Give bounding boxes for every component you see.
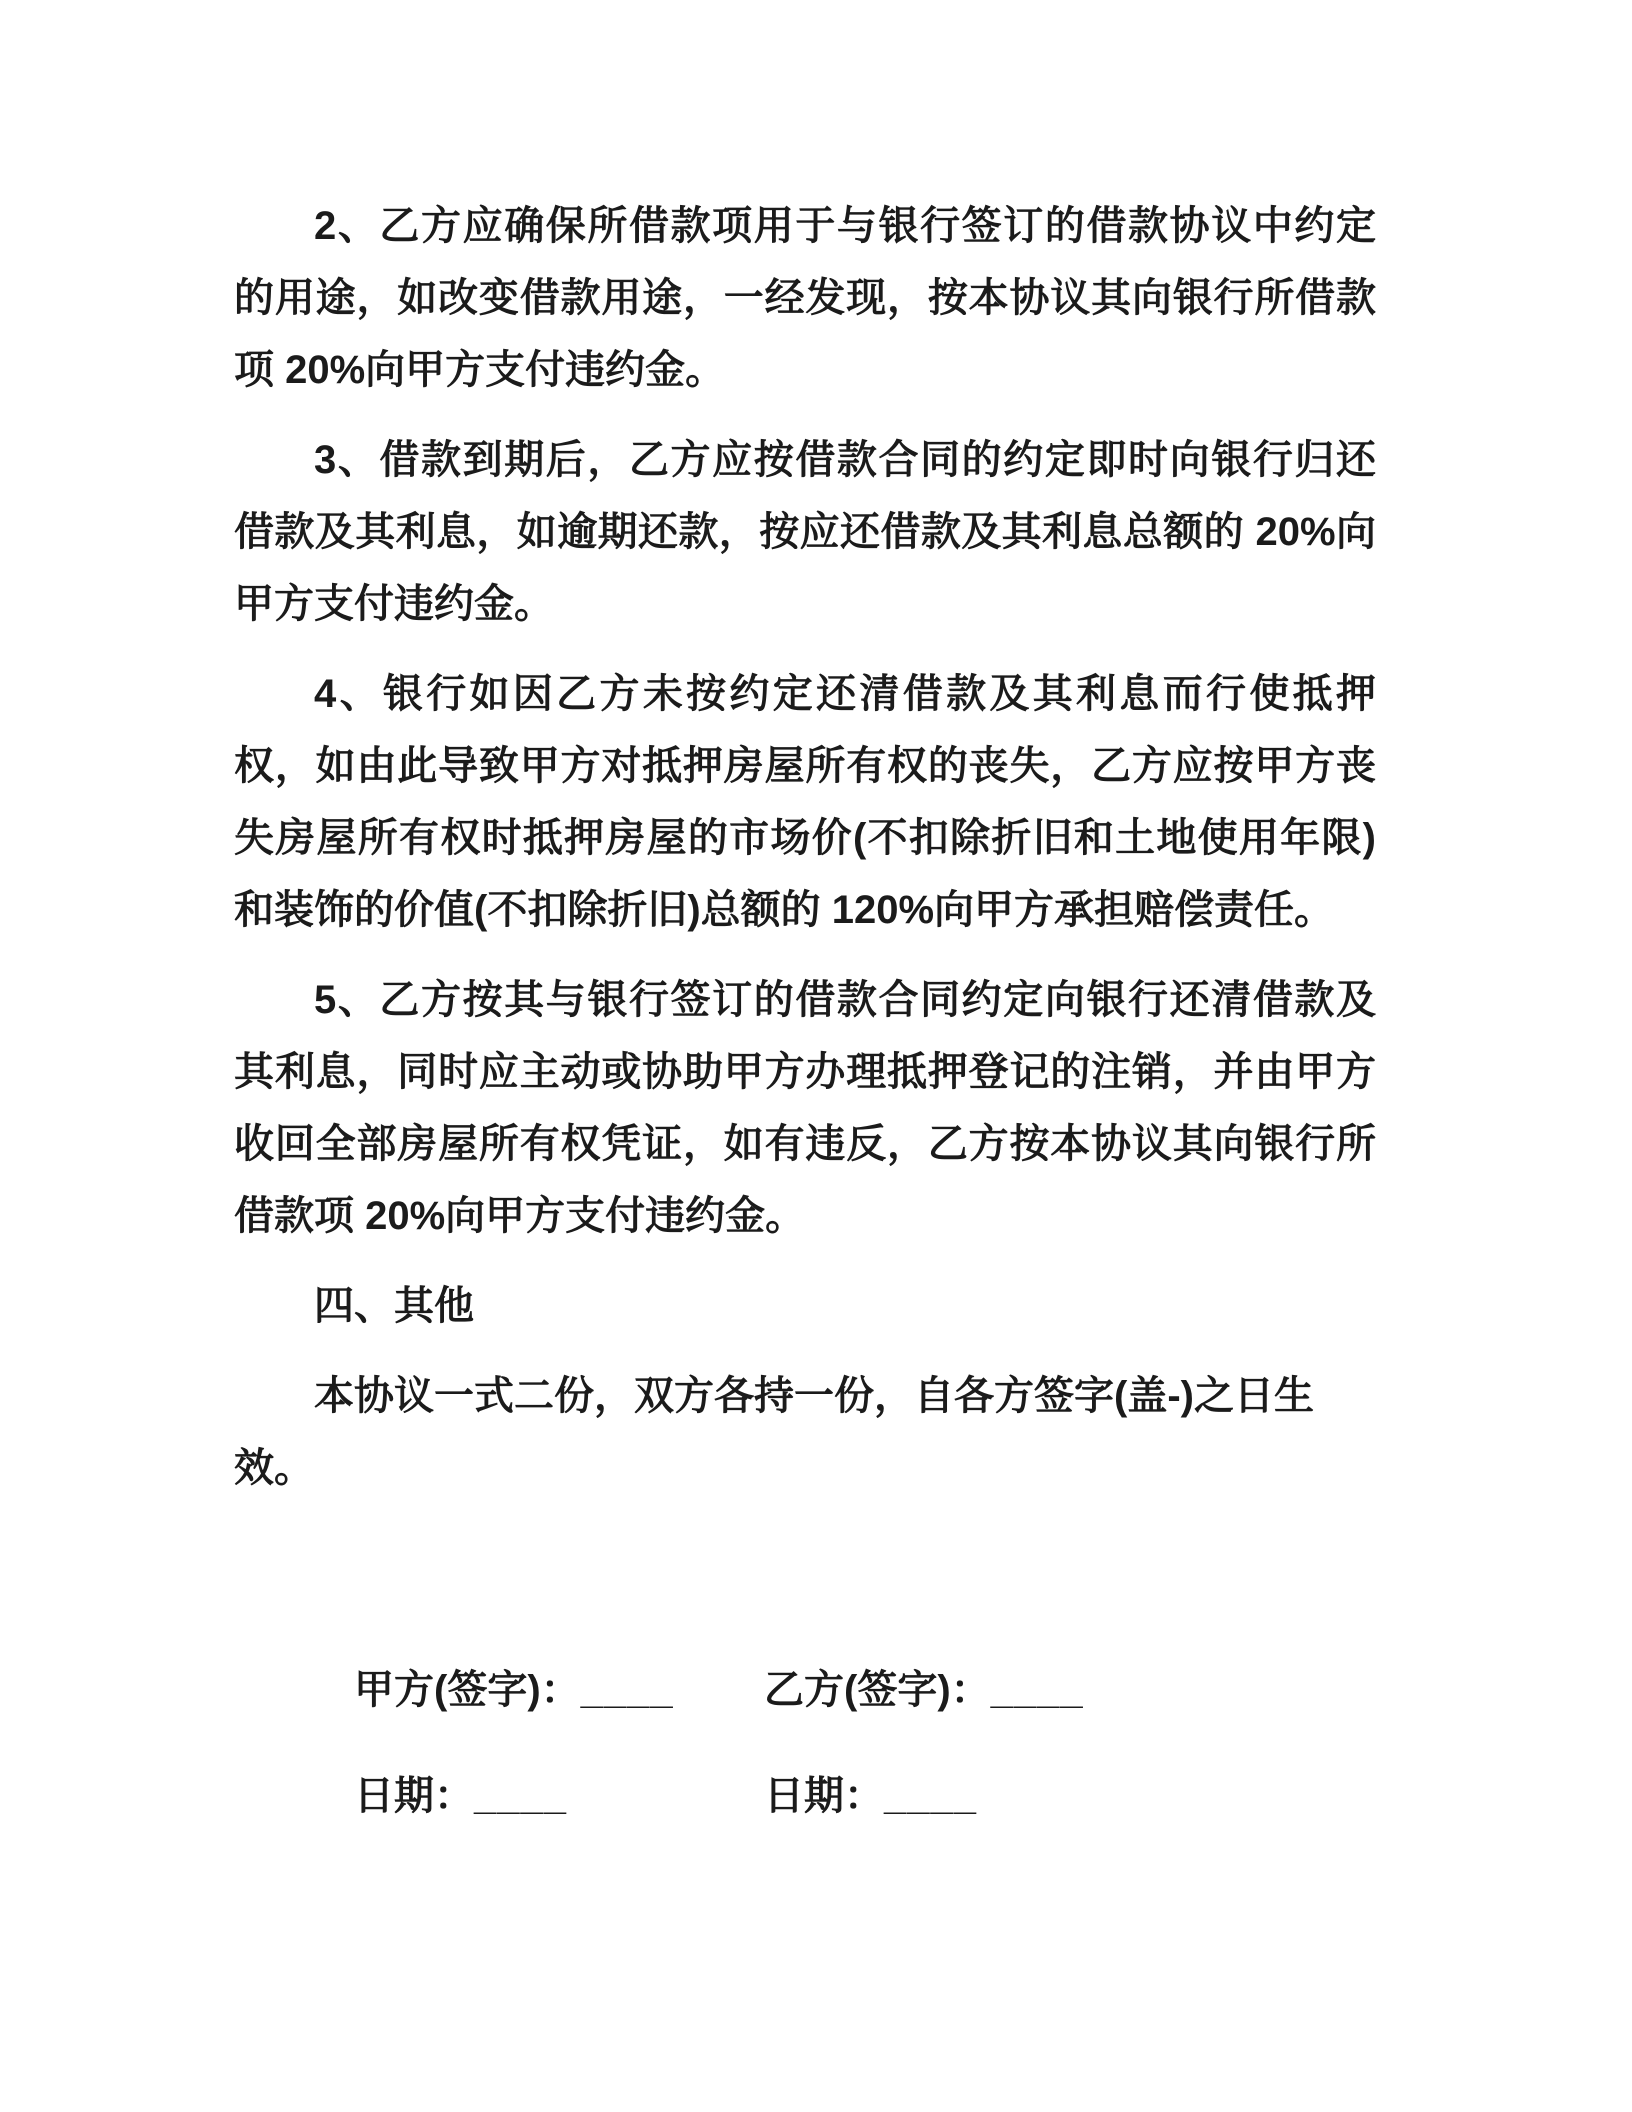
party-a-date-label: 日期： [354,1774,474,1818]
clause-5-paragraph: 5、乙方按其与银行签订的借款合同约定向银行还清借款及其利息，同时应主动或协助甲方办理抵押登记的注销，并由甲方收回全部房屋所有权凭证，如有违反，乙方按本协议其向银行所借款项 20%向甲方支付违约金。 [234,978,1376,1238]
party-b-signature-cell [764,1654,1084,1726]
party-b-date-blank: ____ [884,1774,977,1818]
party-a-signature-cell [354,1654,764,1726]
section-heading-other: 四、其他 [314,1284,474,1328]
party-b-date-label: 日期： [764,1774,884,1818]
clause-3-paragraph: 3、借款到期后，乙方应按借款合同的约定即时向银行归还借款及其利息，如逾期还款，按应还借款及其利息总额的 20%向甲方支付违约金。 [234,438,1376,626]
party-a-signature-label: 甲方(签字)： [354,1668,581,1712]
party-b-date-cell [764,1760,977,1832]
signature-row-parties [354,1654,1376,1726]
signature-row-dates [354,1760,1376,1832]
signature-block [354,1654,1376,1832]
party-b-signature-blank: ____ [990,1668,1084,1712]
party-b-signature-label: 乙方(签字)： [764,1668,991,1712]
party-a-date-blank: ____ [474,1774,567,1818]
party-a-date-cell [354,1760,764,1832]
clause-4-paragraph: 4、银行如因乙方未按约定还清借款及其利息而行使抵押权，如由此导致甲方对抵押房屋所有权的丧失，乙方应按甲方丧失房屋所有权时抵押房屋的市场价(不扣除折旧和土地使用年限)和装饰的价值(不扣除折旧)总额的 120%向甲方承担赔偿责任。 [234,672,1376,932]
clause-2-paragraph: 2、乙方应确保所借款项用于与银行签订的借款协议中约定的用途，如改变借款用途，一经发现，按本协议其向银行所借款项 20%向甲方支付违约金。 [234,204,1376,392]
closing-paragraph: 本协议一式二份，双方各持一份，自各方签字(盖-)之日生效。 [234,1374,1314,1490]
party-a-signature-blank: ____ [580,1668,674,1712]
